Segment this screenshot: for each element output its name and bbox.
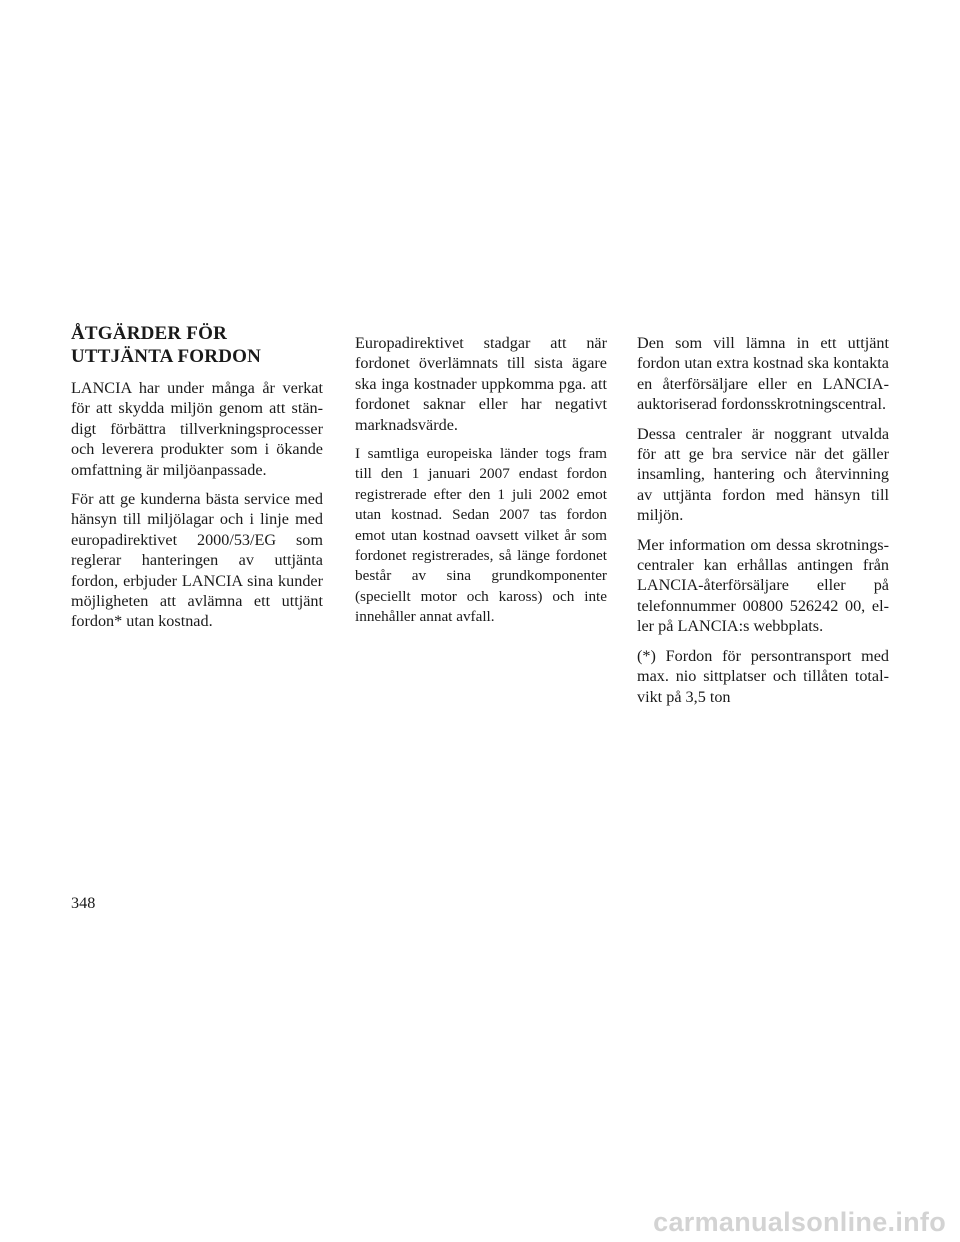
watermark: carmanualsonline.info — [653, 1207, 946, 1237]
column-right — [637, 333, 889, 716]
paragraph: Den som vill lämna in ett uttjänt fordon utan extra kostnad ska kontakta en återförsäljare eller en LANCIA-auktoriserad fordonsskrotningscentral. — [637, 334, 889, 414]
paragraph: Dessa centraler är noggrant utvalda för att ge bra service när det gäller insamling, hantering och återvinning av uttjänta fordon med hänsyn till miljön. — [637, 424, 889, 525]
paragraph: I samtliga europeiska länder togs fram till den 1 januari 2007 endast fordon registrerade efter den 1 juli 2002 emot utan kostnad. Sedan 2007 tas fordon emot utan kostnad oavsett vilket år som fordonet registrerades, så länge fordonet består av sina grundkomponenter (speciellt motor och kaross) och inte innehåller annat avfall. — [355, 445, 607, 626]
heading-line-1: ÅTGÄRDER FÖR — [71, 323, 227, 344]
column-middle — [355, 333, 607, 637]
paragraph: Mer information om dessa skrotningscentraler kan erhållas antingen från LANCIA-återförsäljare eller på telefonnummer 00800 526242 00, eller på LANCIA:s webbplats. — [637, 535, 889, 636]
page-number: 348 — [71, 894, 96, 912]
paragraph: LANCIA har under många år verkat för att skydda miljön genom att ständigt förbättra tillverkningsprocesser och leverera produkter som i ökande omfattning är miljöanpassade. — [71, 379, 323, 479]
section-heading — [71, 322, 323, 368]
footnote: (*) Fordon för persontransport med max. nio sittplatser och tillåten totalvikt på 3,5 ton — [637, 646, 889, 706]
heading-line-2: UTTJÄNTA FORDON — [71, 346, 262, 367]
column-left — [71, 322, 323, 641]
paragraph: Europadirektivet stadgar att när fordonet överlämnats till sista ägare ska inga kostnader uppkomma pga. att fordonet saknar eller har negativt marknadsvärde. — [355, 334, 607, 434]
paragraph: För att ge kunderna bästa service med hänsyn till miljölagar och i linje med europadirektivet 2000/53/EG som reglerar hanteringen av uttjänta fordon, erbjuder LANCIA sina kunder möjligheten att avlämna ett uttjänt fordon* utan kostnad. — [71, 490, 323, 631]
